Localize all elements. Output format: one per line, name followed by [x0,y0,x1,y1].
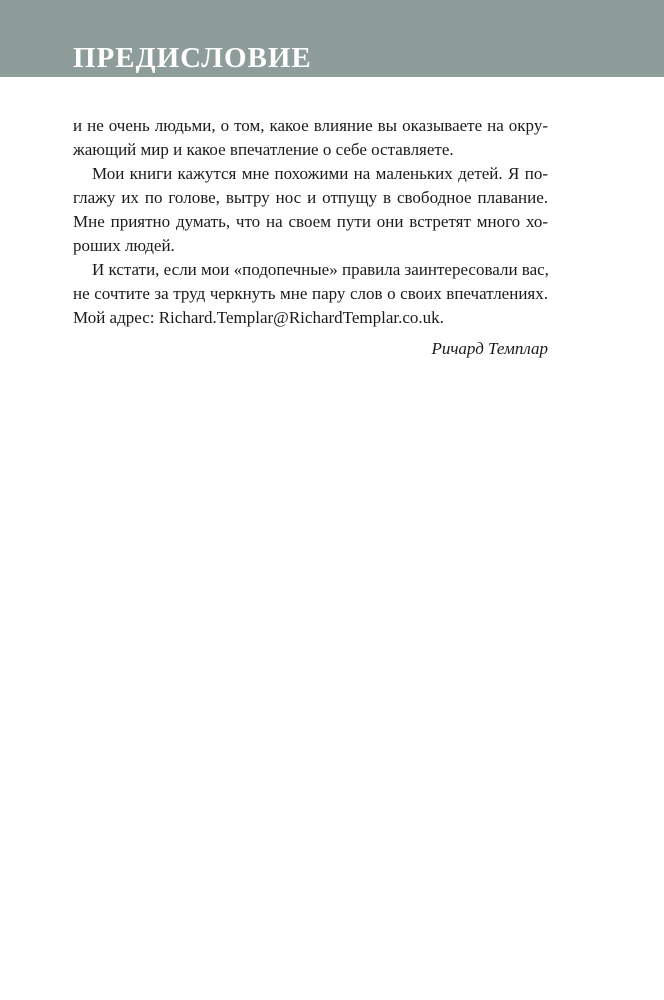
paragraph [73,114,548,162]
text-line: Мои книги кажутся мне похожими на маленьких детей. Я по- [92,164,548,183]
page-title: ПРЕДИСЛОВИЕ [73,42,312,74]
text-line: и не очень людьми, о том, какое влияние вы оказываете на окру- [73,116,548,135]
text-line: не сочтите за труд черкнуть мне пару слов о своих впечатлениях. [73,284,548,303]
text-line: Мой адрес: Richard.Templar@RichardTemplar.co.uk. [73,308,444,327]
paragraph [73,162,548,258]
paragraph [73,258,548,330]
text-line: И кстати, если мои «подопечные» правила заинтересовали вас, [92,260,549,279]
text-line: Мне приятно думать, что на своем пути они встретят много хо- [73,212,548,231]
text-line: жающий мир и какое впечатление о себе оставляете. [73,140,454,159]
header-band [0,0,664,77]
text-line: роших людей. [73,236,175,255]
author-signature: Ричард Темплар [431,339,548,358]
text-line: глажу их по голове, вытру нос и отпущу в свободное плавание. [73,188,548,207]
body-text [73,114,548,330]
